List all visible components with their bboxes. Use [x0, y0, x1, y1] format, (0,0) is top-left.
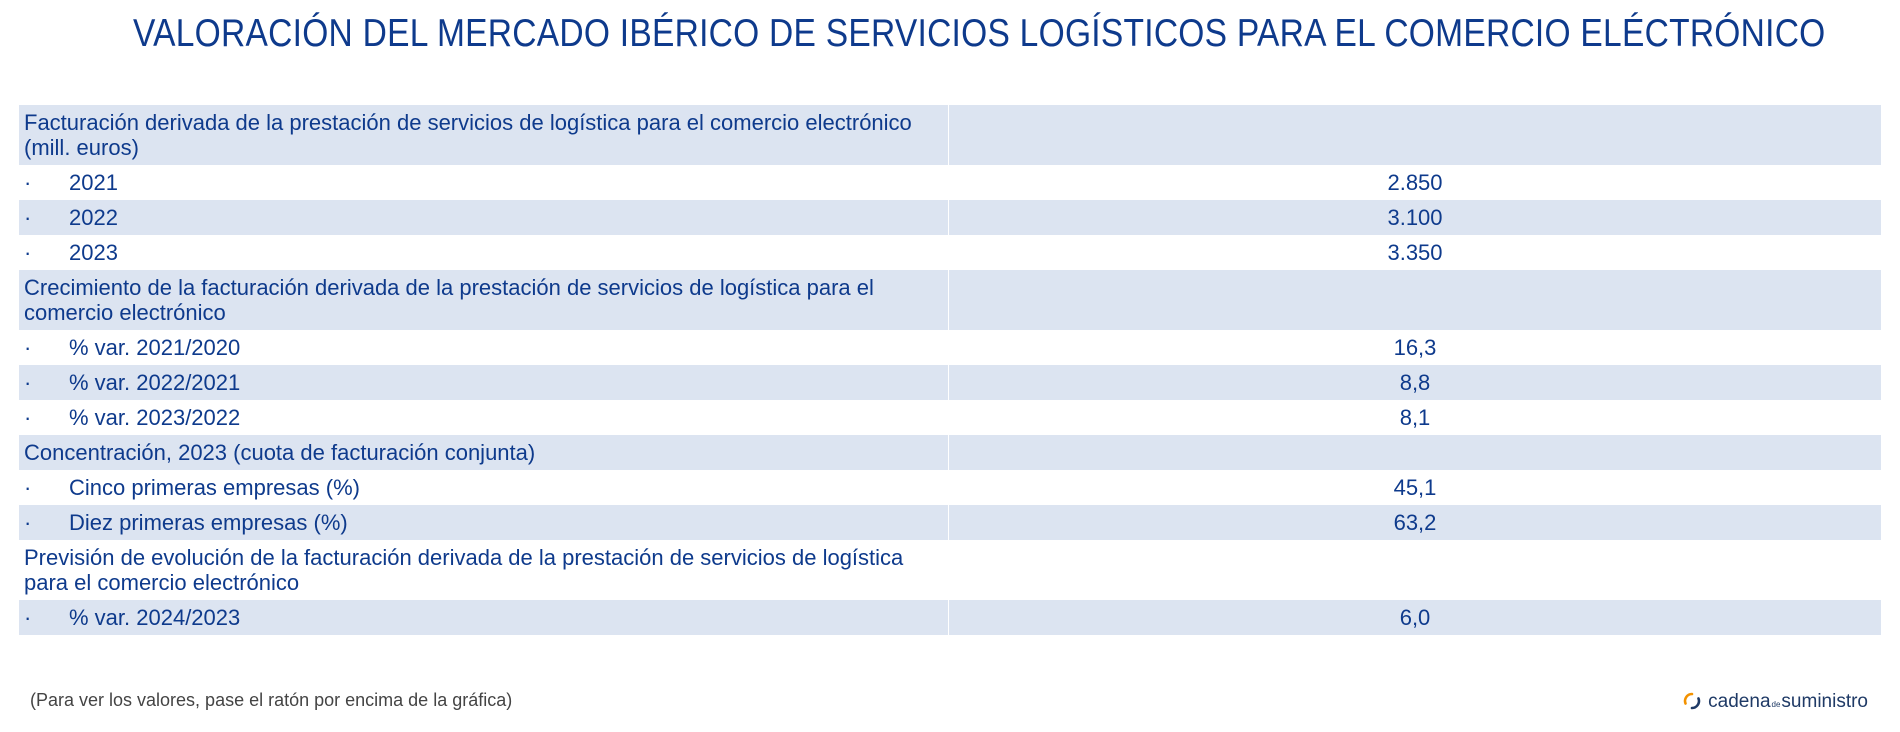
table-row: [19, 470, 1881, 505]
row-value: [949, 105, 1881, 165]
row-value: 2.850: [1387, 170, 1443, 195]
row-label: Concentración, 2023 (cuota de facturación conjunta): [19, 435, 949, 470]
row-value: [949, 435, 1881, 470]
row-label: Diez primeras empresas (%): [69, 510, 348, 535]
footnote: (Para ver los valores, pase el ratón por encima de la gráfica): [30, 690, 513, 710]
row-label: Cinco primeras empresas (%): [69, 475, 360, 500]
row-label-cell: [19, 470, 949, 505]
row-value: 63,2: [949, 505, 1881, 540]
table-row-header-facturacion: [19, 105, 1881, 165]
table-row: [19, 400, 1881, 435]
bullet: ·: [24, 605, 32, 630]
bullet: ·: [24, 170, 32, 195]
table-row: [19, 200, 1881, 235]
table-row: [19, 165, 1881, 200]
row-label: Previsión de evolución de la facturación derivada de la prestación de servicios de logística para el comercio electrónico: [19, 540, 949, 600]
row-label-cell: [19, 600, 949, 635]
row-label-cell: [19, 505, 949, 540]
row-label-cell: [19, 330, 949, 365]
table-row: [19, 365, 1881, 400]
row-value: 16,3: [1393, 335, 1437, 360]
bullet: ·: [24, 370, 32, 395]
row-label-cell: [19, 200, 949, 235]
row-label: Facturación derivada de la prestación de servicios de logística para el comercio electrónico (mill. euros): [19, 105, 949, 165]
row-label-cell: [19, 400, 949, 435]
row-label-cell: [19, 165, 949, 200]
row-value: 45,1: [1393, 475, 1437, 500]
row-label: Crecimiento de la facturación derivada de la prestación de servicios de logística para el comercio electrónico: [19, 270, 949, 330]
row-label: 2021: [69, 170, 118, 195]
logo-text-part2: de: [1771, 700, 1781, 709]
table-row-header-crecimiento: [19, 270, 1881, 330]
data-table: [19, 105, 1881, 635]
row-value: 8,1: [1399, 405, 1431, 430]
table-row: [19, 235, 1881, 270]
row-label: % var. 2024/2023: [69, 605, 241, 630]
row-value: 8,8: [949, 365, 1881, 400]
row-label-cell: [19, 365, 949, 400]
row-label-cell: [19, 235, 949, 270]
logo-text-part3: suministro: [1781, 691, 1868, 712]
row-value: 3.350: [1387, 240, 1443, 265]
row-label: 2022: [69, 205, 118, 230]
bullet: ·: [24, 240, 32, 265]
table-row-header-concentracion: [19, 435, 1881, 470]
table-row: [19, 600, 1881, 635]
table-row: [19, 330, 1881, 365]
bullet: ·: [24, 205, 32, 230]
row-value: 6,0: [949, 600, 1881, 635]
row-label: % var. 2022/2021: [69, 370, 241, 395]
circular-arrows-icon: [1682, 691, 1702, 711]
table-row: [19, 505, 1881, 540]
row-label: 2023: [69, 240, 118, 265]
table-row-header-prevision: [19, 540, 1881, 600]
bullet: ·: [24, 335, 32, 360]
row-label: % var. 2023/2022: [69, 405, 241, 430]
bullet: ·: [24, 475, 32, 500]
brand-logo[interactable]: [1682, 687, 1868, 713]
bullet: ·: [24, 405, 32, 430]
row-value: [949, 270, 1881, 330]
row-value: [949, 540, 1881, 600]
page-title: VALORACIÓN DEL MERCADO IBÉRICO DE SERVICIOS LOGÍSTICOS PARA EL COMERCIO ELÉCTRÓNICO: [133, 12, 1826, 55]
row-value: 3.100: [949, 200, 1881, 235]
row-label: % var. 2021/2020: [69, 335, 241, 360]
logo-text-part1: cadena: [1708, 691, 1771, 712]
bullet: ·: [24, 510, 32, 535]
